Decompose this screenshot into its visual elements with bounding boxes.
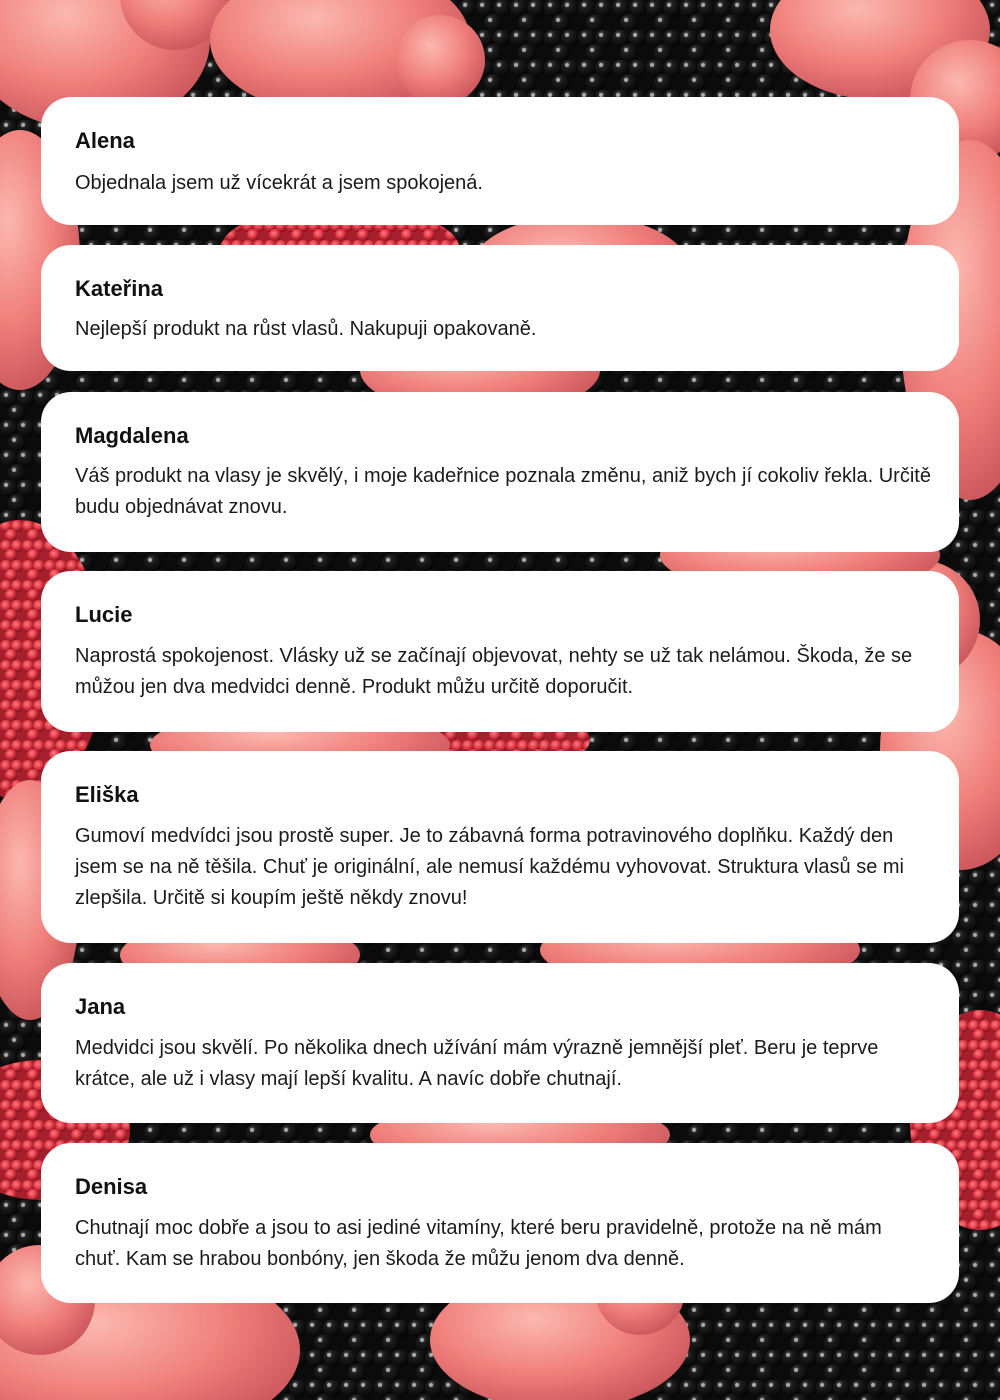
review-text: Gumoví medvídci jsou prostě super. Je to zábavná forma potravinového doplňku. Každý den jsem se na ně těšila. Chuť je originální, ale nemusí každému vyhovovat. Struktura vlasů se mi zlepšila. Určitě si koupím ještě někdy znovu! bbox=[75, 825, 905, 909]
review-card bbox=[41, 571, 959, 732]
review-text: Medvidci jsou skvělí. Po několika dnech užívání mám výrazně jemnější pleť. Beru je teprve krátce, ale už i vlasy mají lepší kvalitu. A navíc dobře chutnají. bbox=[75, 1037, 879, 1090]
review-text: Nejlepší produkt na růst vlasů. Nakupuji opakovaně. bbox=[75, 318, 537, 340]
review-text: Váš produkt na vlasy je skvělý, i moje kadeřnice poznala změnu, aniž bych jí cokoliv řekla. Určitě budu objednávat znovu. bbox=[75, 465, 931, 518]
reviewer-name: Magdalena bbox=[75, 423, 189, 448]
reviewer-name: Denisa bbox=[75, 1174, 148, 1199]
review-text: Naprostá spokojenost. Vlásky už se začínají objevovat, nehty se už tak nelámou. Škoda, že se můžou jen dva medvidci denně. Produkt můžu určitě doporučit. bbox=[75, 645, 913, 698]
review-card bbox=[41, 963, 959, 1123]
review-card bbox=[41, 392, 959, 552]
reviewer-name: Kateřina bbox=[75, 276, 164, 301]
review-card bbox=[41, 751, 959, 943]
reviewer-name: Eliška bbox=[75, 782, 139, 807]
reviewer-name: Alena bbox=[75, 128, 135, 153]
review-card bbox=[41, 97, 959, 225]
review-text: Objednala jsem už vícekrát a jsem spokojená. bbox=[75, 172, 483, 194]
review-text: Chutnají moc dobře a jsou to asi jediné vitamíny, které beru pravidelně, protože na ně mám chuť. Kam se hrabou bonbóny, jen škoda že můžu jenom dva denně. bbox=[75, 1217, 882, 1270]
reviewer-name: Lucie bbox=[75, 602, 133, 627]
review-card bbox=[41, 245, 959, 371]
review-card bbox=[41, 1143, 959, 1303]
reviewer-name: Jana bbox=[75, 994, 126, 1019]
